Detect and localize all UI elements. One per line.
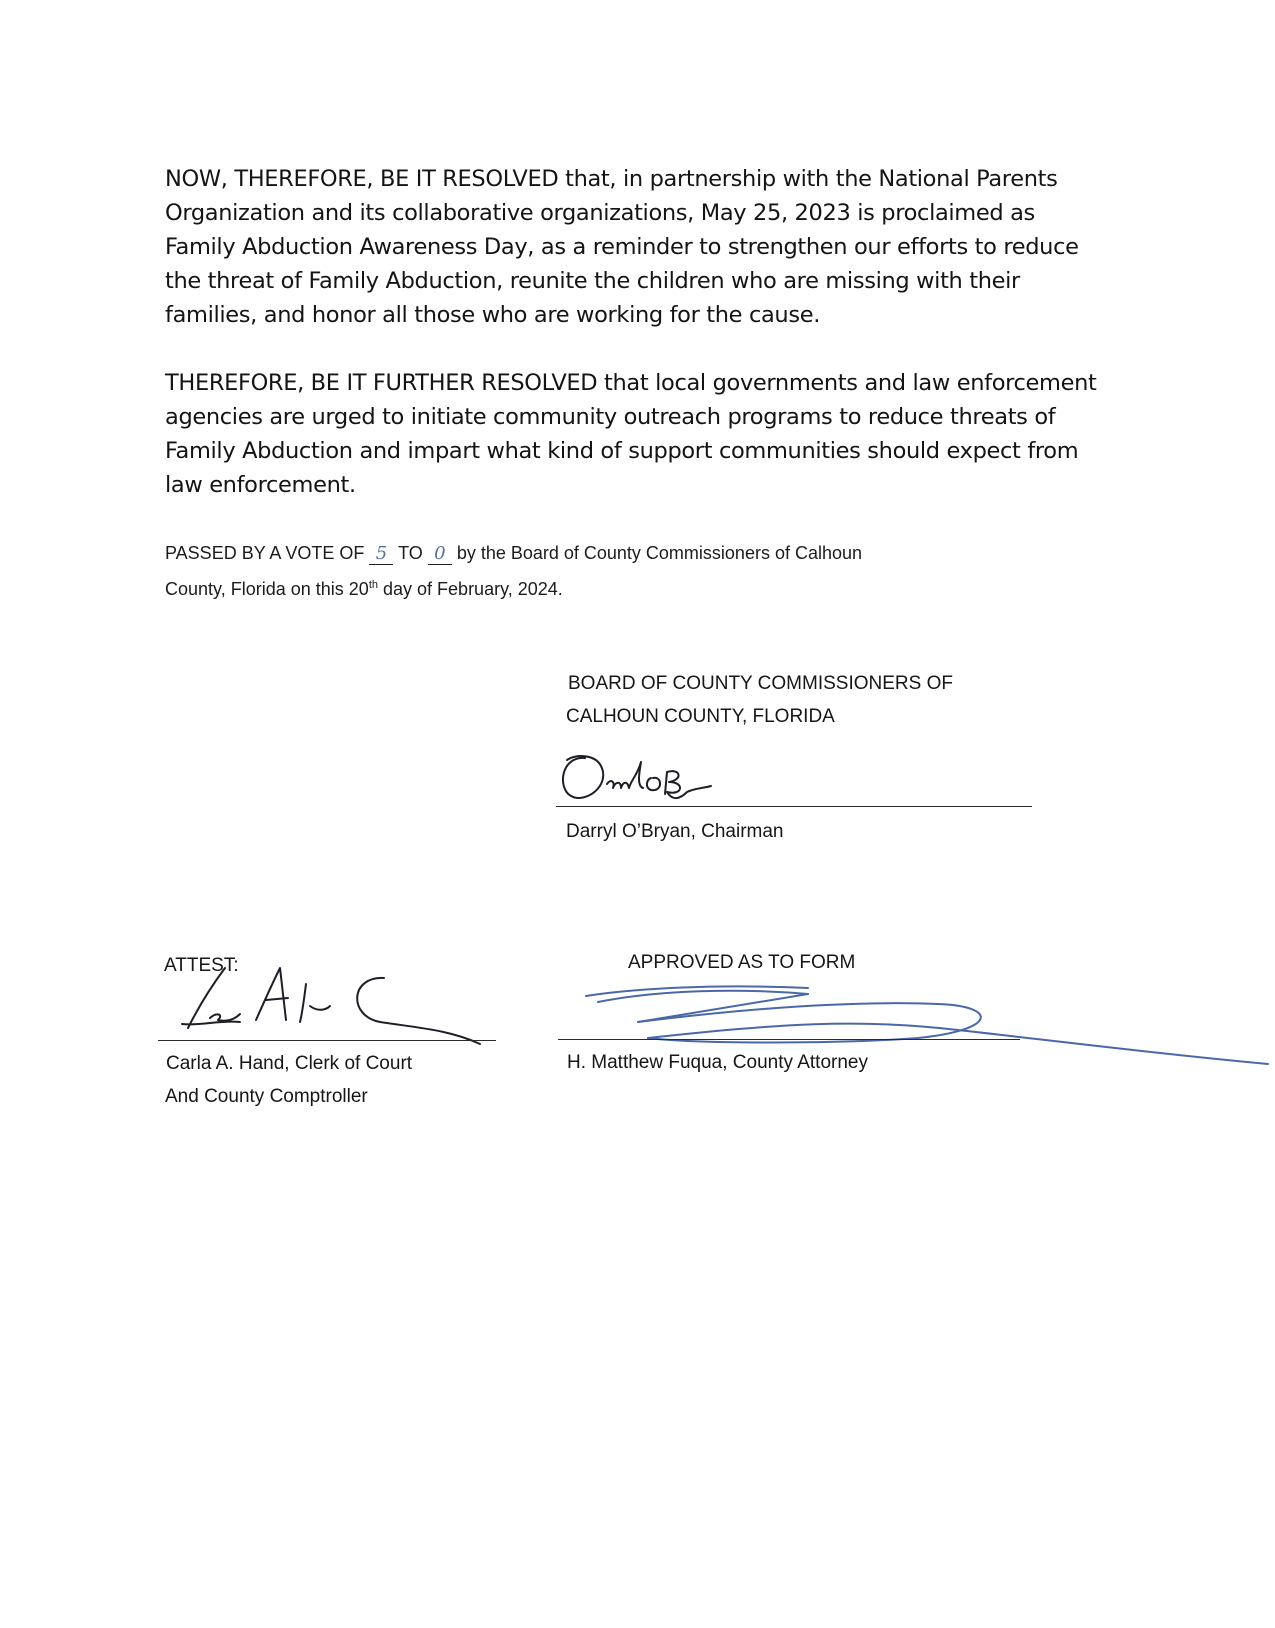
approval-label: APPROVED AS TO FORM [628, 952, 856, 973]
attorney-name: H. Matthew Fuqua, County Attorney [567, 1052, 868, 1073]
clerk-name-line-1: Carla A. Hand, Clerk of Court [166, 1053, 413, 1074]
board-title-line-1: BOARD OF COUNTY COMMISSIONERS OF [568, 673, 953, 694]
vote-no-count: 0 [428, 544, 452, 565]
board-title-line-2: CALHOUN COUNTY, FLORIDA [566, 706, 835, 727]
vote-statement [165, 537, 1065, 569]
chairman-signature [555, 748, 755, 814]
vote-yes-count: 5 [369, 544, 393, 565]
chairman-name: Darryl O’Bryan, Chairman [566, 821, 784, 842]
vote-prefix: PASSED BY A VOTE OF [165, 543, 365, 563]
vote-day: 20 [348, 579, 369, 599]
attorney-signature [578, 982, 1275, 1102]
resolution-paragraph-2: THEREFORE, BE IT FURTHER RESOLVED that local governments and law enforcement agencies are urged to initiate community outreach programs to reduce threats of Family Abduction and impart what kind of support communities should expect from law enforcement. [165, 370, 1097, 498]
resolution-paragraph-1: NOW, THEREFORE, BE IT RESOLVED that, in partnership with the National Parents Organization and its collaborative organizations, May 25, 2023 is proclaimed as Family Abduction Awareness Day, as a reminder to strengthen our efforts to reduce the threat of Family Abduction, reunite the children who are missing with their families, and honor all those who are working for the cause. [165, 166, 1079, 328]
chairman-signature-line [556, 806, 1032, 807]
vote-suffix: by the Board of County Commissioners of Calhoun [456, 543, 863, 563]
vote-date-statement [165, 569, 1065, 605]
vote-day-suffix: th [368, 579, 378, 591]
vote-to: TO [398, 543, 423, 563]
clerk-signature-line [158, 1040, 496, 1041]
vote-date-prefix: County, Florida on this [165, 579, 344, 599]
attorney-signature-line [558, 1039, 1020, 1040]
attest-label: ATTEST: [164, 955, 239, 976]
vote-date-suffix: day of February, 2024. [383, 579, 563, 599]
clerk-name-line-2: And County Comptroller [165, 1086, 368, 1107]
